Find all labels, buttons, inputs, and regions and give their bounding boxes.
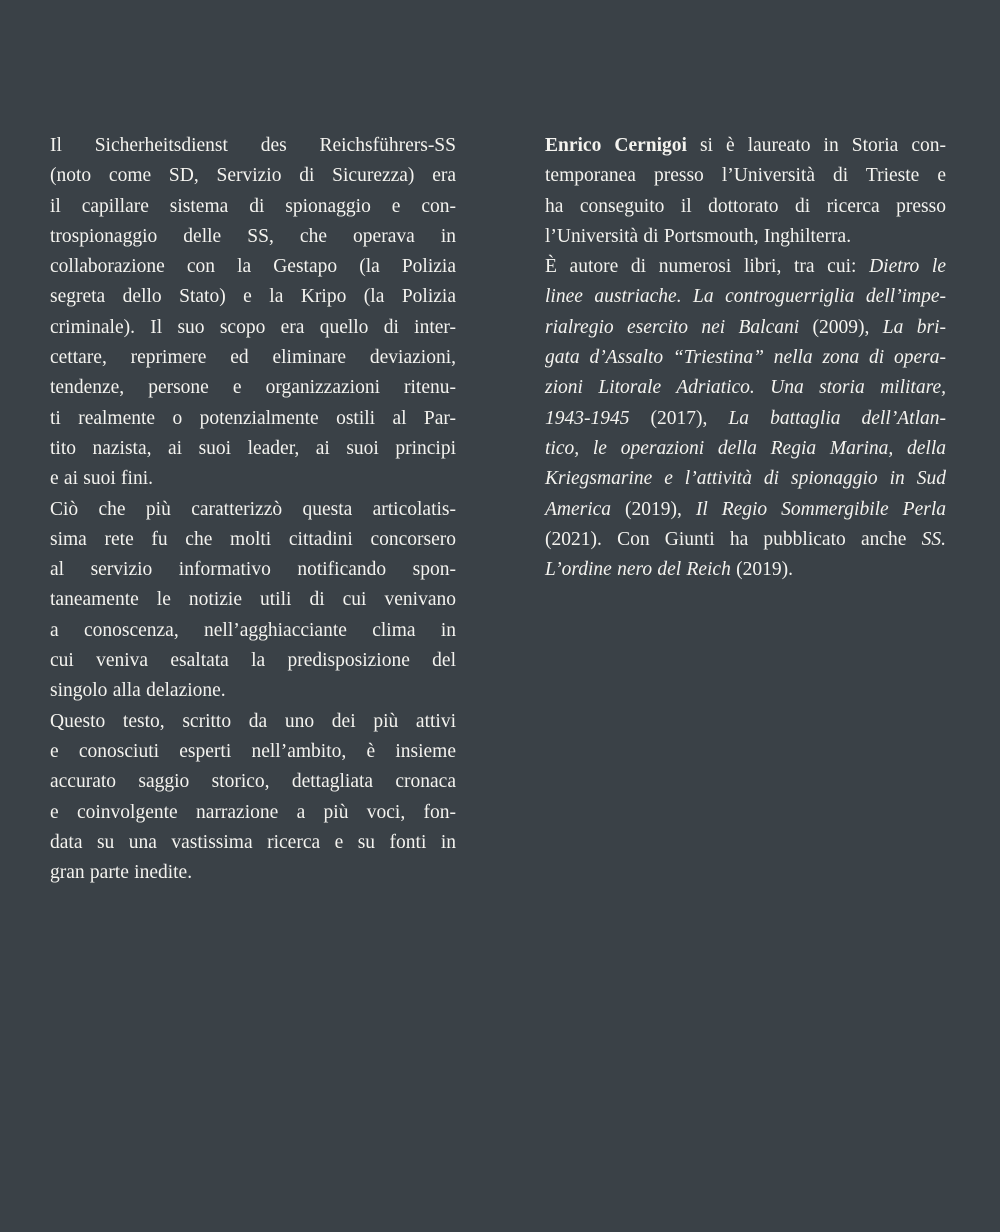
text-line [545,525,946,555]
text-line: (noto come SD, Servizio di Sicurezza) era [50,165,456,187]
text-segment: (2021). Con Giunti ha pubblicato anche [545,528,922,550]
text-line [545,464,946,494]
text-line: accurato saggio storico, dettagliata cronaca [50,771,456,793]
book-title: zioni Litorale Adriatico. Una storia militare, [545,377,946,399]
text-line: e ai suoi fini. [50,468,153,490]
text-line: Ciò che più caratterizzò questa articolatis- [50,498,456,520]
text-line: tendenze, persone e organizzazioni ritenu- [50,377,456,399]
text-line [545,555,946,585]
text-line [545,313,946,343]
book-title: gata d’Assalto “Triestina” nella zona di opera- [545,347,946,369]
text-line: Questo testo, scritto da uno dei più attivi [50,710,456,732]
book-title: linee austriache. La controguerriglia dell’impe- [545,286,946,308]
text-segment: l’Università di Portsmouth, Inghilterra. [545,225,852,247]
book-title: L’ordine nero del Reich [545,559,731,581]
book-title: tico, le operazioni della Regia Marina, della [545,437,946,459]
text-line [545,282,946,312]
book-title: Kriegsmarine e l’attività di spionaggio in Sud [545,468,946,490]
text-line [545,373,946,403]
book-title: La bri- [882,316,946,338]
text-line [545,161,946,191]
book-title: rialregio esercito nei Balcani [545,316,800,338]
text-line: sima rete fu che molti cittadini concorsero [50,528,456,550]
text-line: tito nazista, ai suoi leader, ai suoi principi [50,437,456,459]
book-title: La battaglia dell’Atlan- [728,407,946,429]
book-title: America [545,498,612,520]
text-line [545,434,946,464]
text-segment: ha conseguito il dottorato di ricerca presso [545,195,946,217]
text-segment: (2019). [730,559,793,581]
text-line: Il Sicherheitsdienst des Reichsführers-SS [50,135,456,156]
text-line: trospionaggio delle SS, che operava in [50,225,456,247]
book-title: SS. [921,528,946,550]
text-line: e coinvolgente narrazione a più voci, fon- [50,801,456,823]
author-name: Enrico Cernigoi [545,135,687,156]
text-line [545,192,946,222]
text-line: singolo alla delazione. [50,680,226,702]
text-segment: temporanea presso l’Università di Trieste e [545,165,946,187]
text-segment: (2009), [799,316,883,338]
text-segment: si è laureato in Storia con- [686,135,946,156]
text-line: a conoscenza, nell’agghiacciante clima in [50,619,456,641]
text-line: il capillare sistema di spionaggio e con- [50,195,456,217]
left-column [50,131,456,888]
text-line: taneamente le notizie utili di cui venivano [50,589,456,611]
text-line: gran parte inedite. [50,862,193,884]
text-line: criminale). Il suo scopo era quello di inter- [50,316,456,338]
text-line: al servizio informativo notificando spon- [50,559,456,581]
text-line: e conosciuti esperti nell’ambito, è insieme [50,740,456,762]
text-segment: (2019), [611,498,696,520]
text-line [545,131,946,161]
text-line: ti realmente o potenzialmente ostili al Par- [50,407,456,429]
book-title: Dietro le [869,256,946,278]
book-title: 1943-1945 [545,407,630,429]
text-line: cettare, reprimere ed eliminare deviazioni, [50,347,456,369]
text-line [545,222,946,252]
text-line [545,343,946,373]
text-line [545,252,946,282]
text-segment: (2017), [629,407,729,429]
text-line: cui veniva esaltata la predisposizione del [50,650,456,672]
text-line: collaborazione con la Gestapo (la Polizia [50,256,456,278]
text-line [545,495,946,525]
text-line [545,404,946,434]
text-line: segreta dello Stato) e la Kripo (la Polizia [50,286,456,308]
text-line: data su una vastissima ricerca e su fonti in [50,831,456,853]
book-title: Il Regio Sommergibile Perla [695,498,946,520]
right-column [545,131,946,585]
text-segment: È autore di numerosi libri, tra cui: [545,256,870,278]
